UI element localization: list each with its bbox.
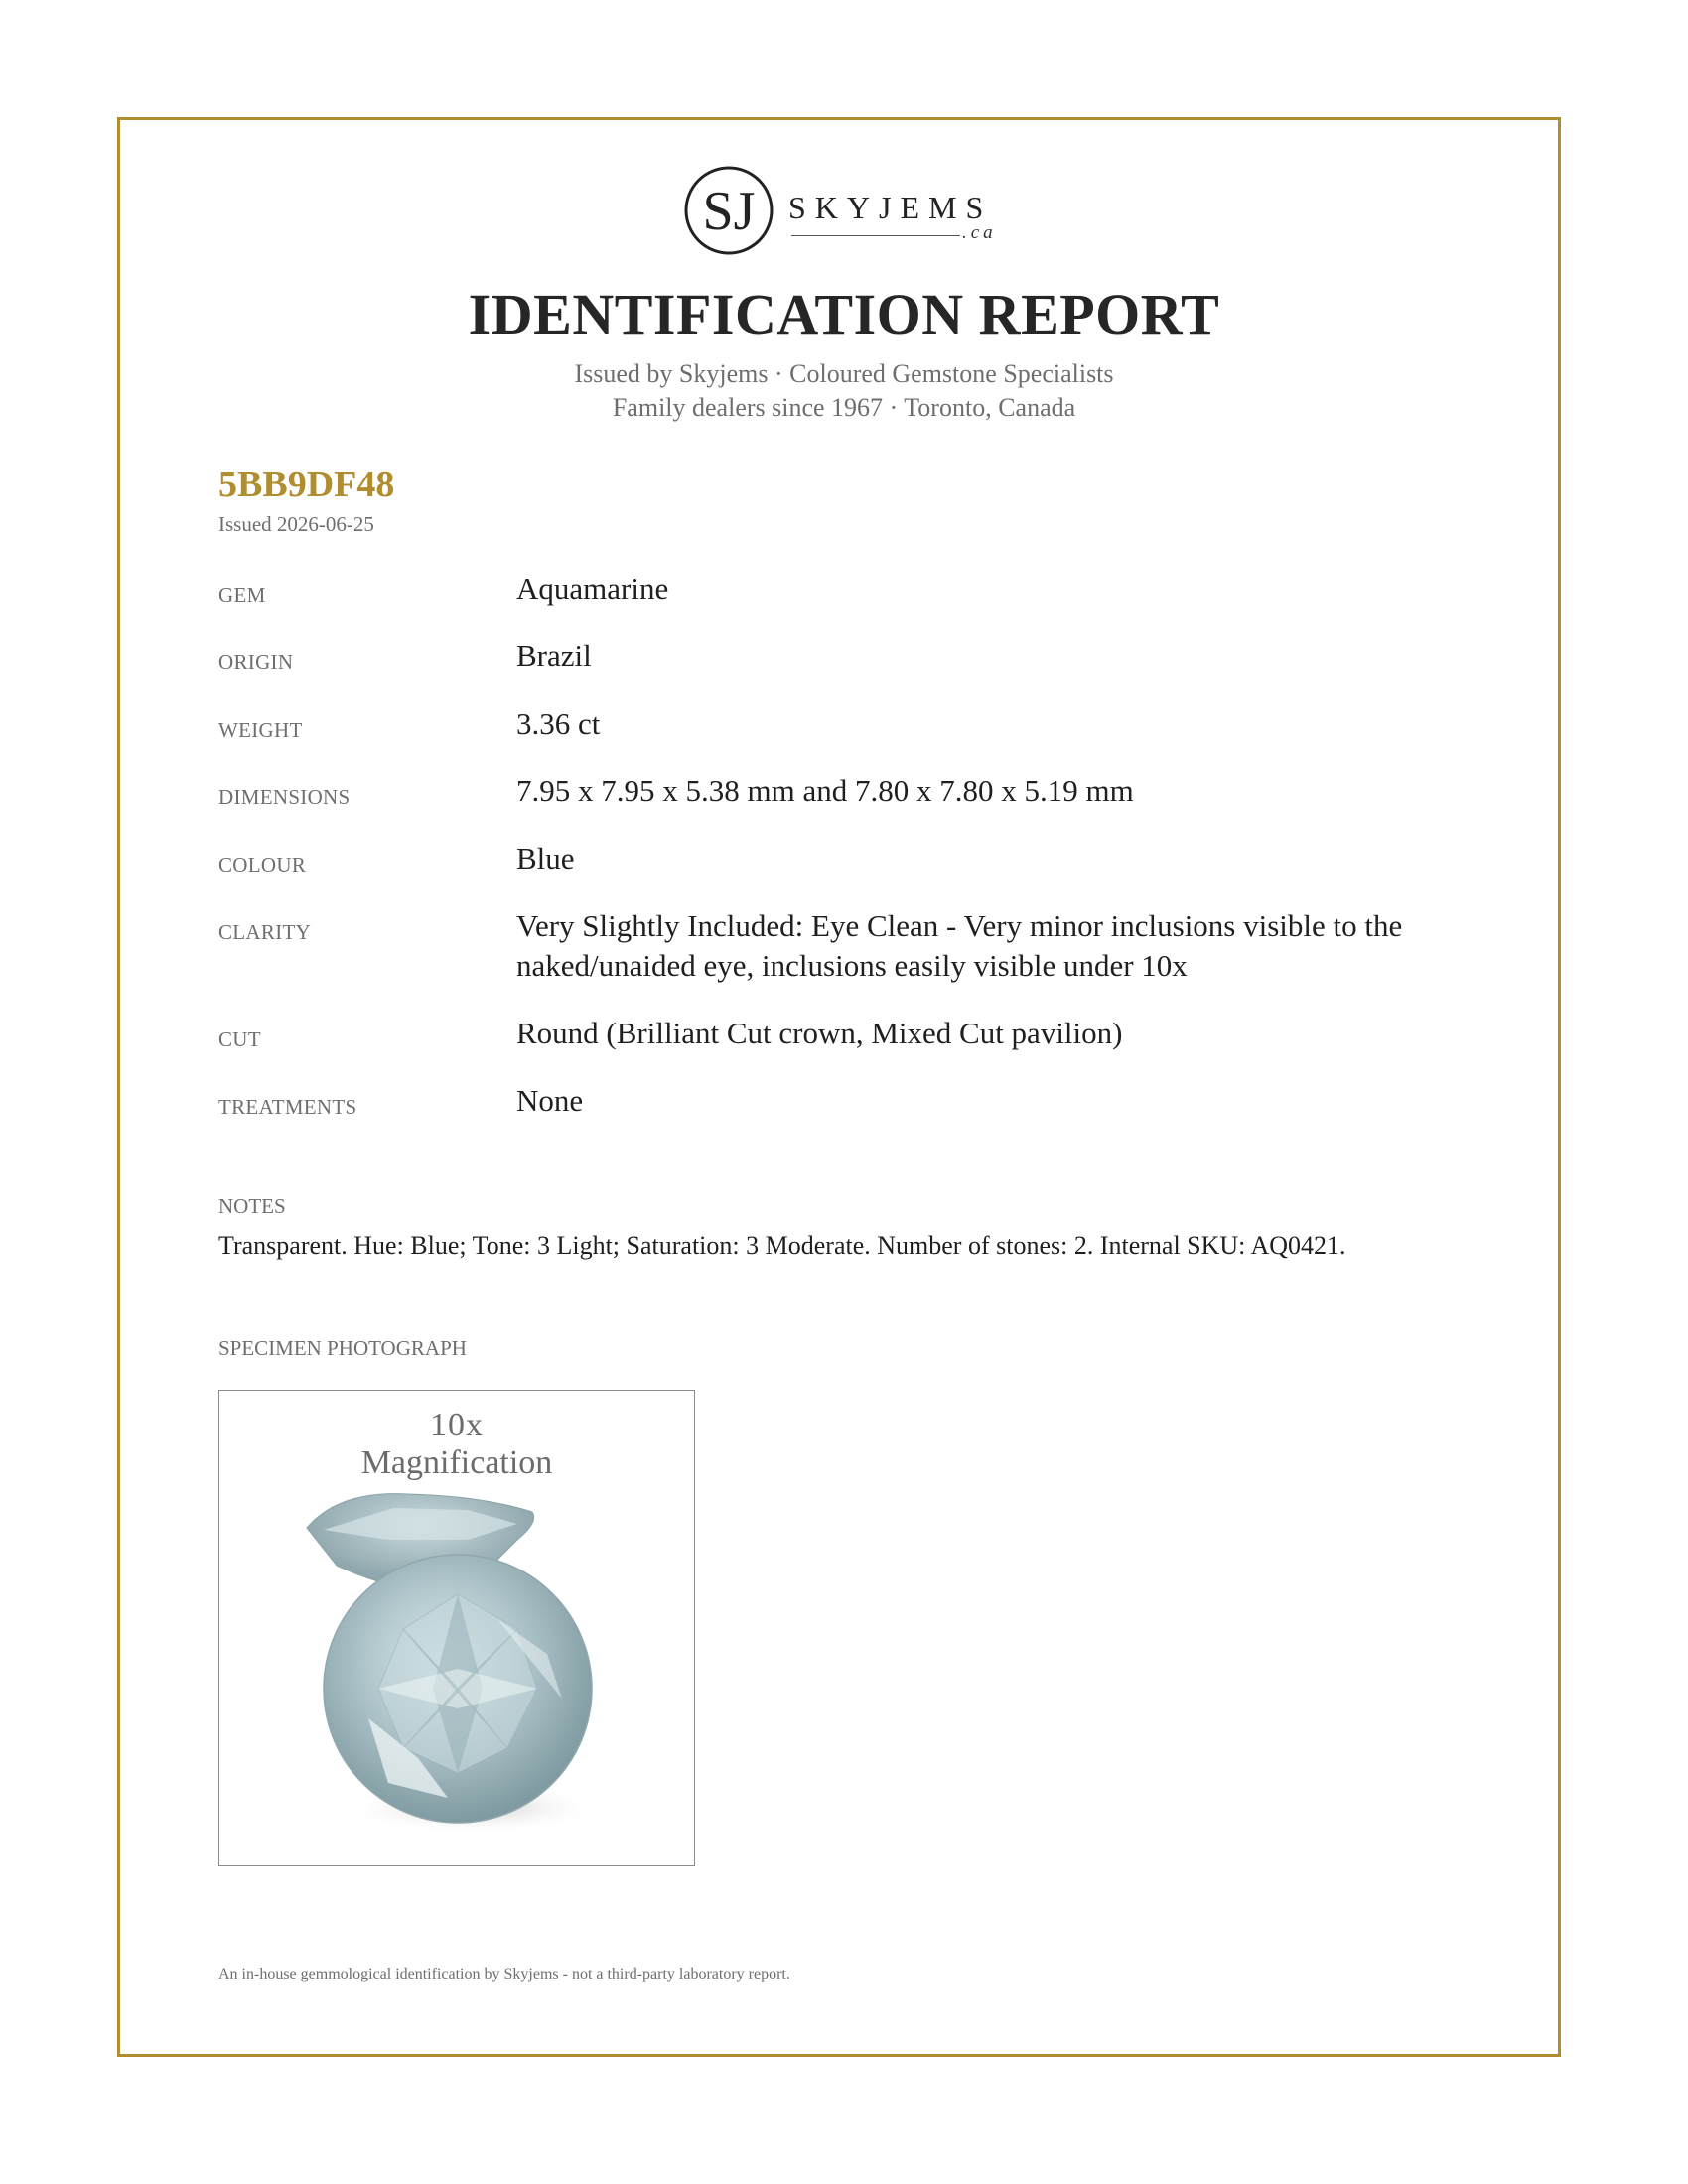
issue-date: Issued 2026-06-25 [218, 512, 374, 536]
cut-value: Round (Brilliant Cut crown, Mixed Cut pavilion) [516, 1016, 1123, 1050]
dimensions-value: 7.95 x 7.95 x 5.38 mm and 7.80 x 7.80 x 5.19 mm [516, 773, 1134, 808]
page-title: IDENTIFICATION REPORT [468, 282, 1220, 346]
logo-wordmark: SKYJEMS [788, 190, 993, 225]
clarity-label: CLARITY [218, 920, 312, 944]
colour-label: COLOUR [218, 853, 307, 877]
disclaimer: An in-house gemmological identification by Skyjems - not a third-party laboratory report. [218, 1966, 790, 1982]
gem-label: GEM [218, 583, 266, 607]
colour-value: Blue [516, 841, 575, 876]
weight-label: WEIGHT [218, 718, 303, 742]
dimensions-label: DIMENSIONS [218, 785, 351, 809]
skyjems-logo [682, 164, 1010, 263]
notes-text: Transparent. Hue: Blue; Tone: 3 Light; Saturation: 3 Moderate. Number of stones: 2. Internal SKU: AQ0421. [218, 1231, 1346, 1260]
origin-value: Brazil [516, 638, 592, 673]
photo-label: SPECIMEN PHOTOGRAPH [218, 1336, 467, 1360]
specimen-photo [218, 1390, 695, 1866]
treatments-label: TREATMENTS [218, 1095, 357, 1119]
treatments-value: None [516, 1083, 584, 1118]
logo-divider [791, 235, 960, 236]
heritage-line: Family dealers since 1967 · Toronto, Canada [612, 393, 1076, 422]
logo-domain-suffix: .ca [962, 222, 997, 243]
report-id: 5BB9DF48 [218, 464, 395, 505]
cut-label: CUT [218, 1027, 261, 1051]
notes-label: NOTES [218, 1194, 286, 1218]
magnification-caption: Magnification [360, 1444, 553, 1481]
issuer-line: Issued by Skyjems · Coloured Gemstone Specialists [574, 359, 1114, 388]
clarity-value: Very Slightly Included: Eye Clean - Very minor inclusions visible to the naked/unaided eye, inclusions easily visible under 10x [516, 908, 1403, 983]
gem-value: Aquamarine [516, 571, 669, 606]
magnification-level: 10x [430, 1407, 484, 1443]
weight-value: 3.36 ct [516, 706, 601, 741]
logo-monogram: SJ [702, 181, 756, 242]
sj-monogram-icon [682, 164, 775, 257]
origin-label: ORIGIN [218, 650, 294, 674]
